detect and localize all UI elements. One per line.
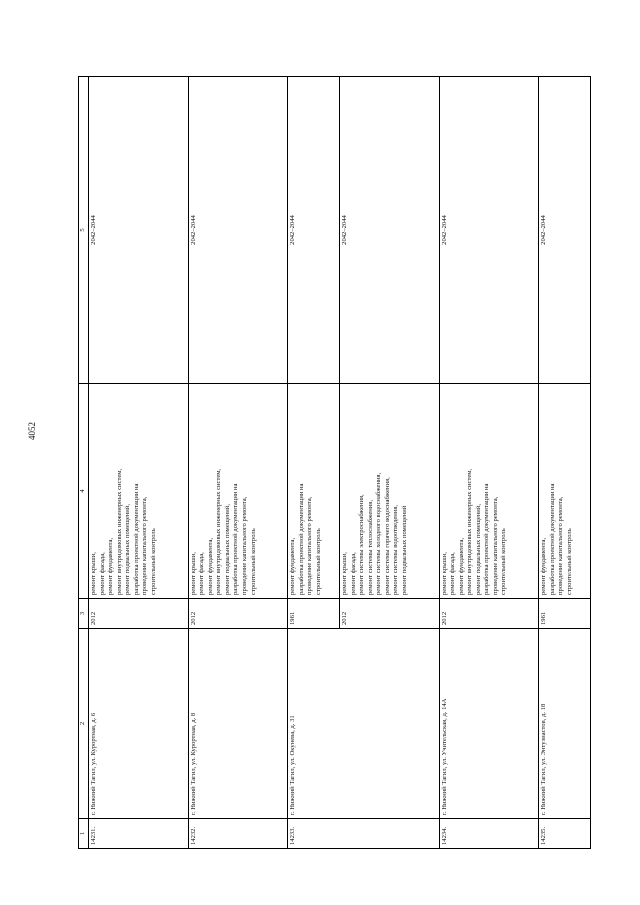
period-cell: 2042–2044 — [89, 77, 189, 384]
column-header: 4 — [79, 384, 89, 599]
period-cell: 2042–2044 — [288, 77, 340, 384]
table-header-row — [79, 77, 89, 849]
work-item: ремонт фундамента, — [206, 537, 214, 595]
year-cell: 2012 — [339, 599, 439, 629]
work-item: разработка проектной документации на — [483, 483, 491, 595]
work-item: строительный контроль — [249, 528, 257, 595]
work-item: ремонт крыши, — [189, 552, 197, 595]
document-sheet — [78, 76, 591, 849]
year-cell: 1961 — [288, 599, 340, 629]
work-item: ремонт крыши, — [340, 552, 348, 595]
table-row — [188, 77, 288, 849]
period-cell: 2042–2044 — [339, 77, 439, 384]
work-item: ремонт системы электроснабжения, — [358, 494, 366, 595]
work-item: ремонт системы водоотведения, — [392, 504, 400, 595]
work-item: строительный контроль — [314, 528, 322, 595]
work-item: ремонт крыши, — [440, 552, 448, 595]
row-number: 14232. — [188, 819, 288, 849]
work-item: проведение капитального ремонта, — [491, 496, 499, 595]
work-item: разработка проектной документации на — [132, 483, 140, 595]
row-number: 14233. — [288, 819, 439, 849]
period-cell: 2042–2044 — [439, 77, 539, 384]
address-cell: г. Нижний Тагил, ул. Энтузиастов, д. 18 — [539, 629, 591, 819]
works-cell — [439, 384, 539, 599]
work-item: строительный контроль — [565, 528, 573, 595]
address-cell: г. Нижний Тагил, ул. Окунева, д. 31 — [288, 629, 439, 819]
table-row — [288, 77, 340, 849]
year-cell: 2012 — [89, 599, 189, 629]
work-item: ремонт подвальных помещений, — [223, 504, 231, 595]
row-number: 14234. — [439, 819, 539, 849]
work-item: ремонт фасада, — [349, 552, 357, 595]
works-cell — [539, 384, 591, 599]
work-item: ремонт внутридомовых инженерных систем, — [466, 468, 474, 595]
works-cell — [188, 384, 288, 599]
column-header: 2 — [79, 629, 89, 819]
work-item: ремонт фасада, — [449, 552, 457, 595]
work-item: ремонт фундамента, — [107, 537, 115, 595]
work-item: ремонт фасада, — [198, 552, 206, 595]
work-item: проведение капитального ремонта, — [306, 496, 314, 595]
work-item: ремонт крыши, — [90, 552, 97, 595]
address-cell: г. Нижний Тагил, ул. Курортная, д. 6 — [89, 629, 189, 819]
row-number: 14235. — [539, 819, 591, 849]
page-number: 4052 — [27, 422, 37, 440]
table-row — [439, 77, 539, 849]
works-cell — [288, 384, 340, 599]
work-item: проведение капитального ремонта, — [141, 496, 149, 595]
table-body — [89, 77, 591, 849]
year-cell: 2012 — [439, 599, 539, 629]
work-item: разработка проектной документации на — [297, 483, 305, 595]
work-item: ремонт подвальных помещений — [400, 505, 408, 595]
work-item: ремонт фундамента, — [289, 537, 297, 595]
works-cell — [339, 384, 439, 599]
year-cell: 2012 — [188, 599, 288, 629]
work-item: ремонт фундамента, — [457, 537, 465, 595]
work-item: ремонт системы горячего водоснабжения, — [383, 477, 391, 595]
year-cell: 1961 — [539, 599, 591, 629]
works-cell — [89, 384, 189, 599]
repair-schedule-table — [78, 76, 591, 849]
work-item: ремонт подвальных помещений, — [474, 504, 482, 595]
table-row — [89, 77, 189, 849]
row-number: 14231. — [89, 819, 189, 849]
work-item: проведение капитального ремонта, — [240, 496, 248, 595]
work-item: ремонт внутридомовых инженерных систем, — [215, 468, 223, 595]
work-item: ремонт фасада, — [98, 552, 106, 595]
work-item: проведение капитального ремонта, — [557, 496, 565, 595]
column-header: 3 — [79, 599, 89, 629]
period-cell: 2042–2044 — [188, 77, 288, 384]
column-header: 1 — [79, 819, 89, 849]
address-cell: г. Нижний Тагил, ул. Курортная, д. 8 — [188, 629, 288, 819]
rotated-table-container — [78, 76, 591, 849]
work-item: ремонт внутридомовых инженерных систем, — [115, 468, 123, 595]
table-row — [539, 77, 591, 849]
work-item: ремонт системы теплоснабжения, — [366, 500, 374, 595]
address-cell: г. Нижний Тагил, ул. Учительская, д. 14А — [439, 629, 539, 819]
work-item: строительный контроль — [500, 528, 508, 595]
work-item: разработка проектной документации на — [548, 483, 556, 595]
work-item: строительный контроль — [149, 528, 157, 595]
period-cell: 2042–2044 — [539, 77, 591, 384]
column-header: 5 — [79, 77, 89, 384]
work-item: ремонт системы холодного водоснабжения, — [375, 472, 383, 595]
work-item: ремонт подвальных помещений, — [124, 504, 132, 595]
work-item: ремонт фундамента, — [540, 537, 548, 595]
work-item: разработка проектной документации на — [232, 483, 240, 595]
